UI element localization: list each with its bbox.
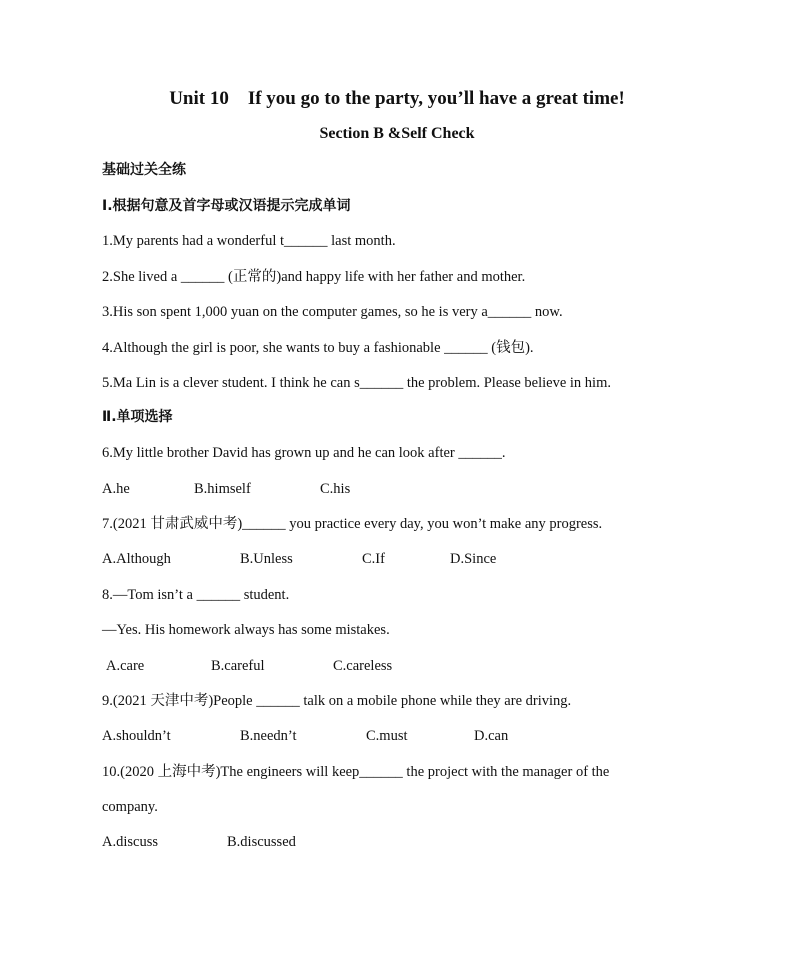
q8-option-b: B.careful: [211, 658, 265, 674]
question-2: 2.She lived a ______ (正常的)and happy life with her father and mother.: [102, 269, 526, 285]
question-9: 9.(2021 天津中考)People ______ talk on a mobile phone while they are driving.: [102, 693, 572, 709]
question-8-reply: —Yes. His homework always has some mistakes.: [102, 622, 390, 638]
section-label: 基础过关全练: [102, 162, 186, 178]
q7-option-b: B.Unless: [240, 551, 293, 567]
q9-option-b: B.needn’t: [240, 728, 297, 744]
part1-heading: Ⅰ.根据句意及首字母或汉语提示完成单词: [102, 198, 351, 214]
question-3: 3.His son spent 1,000 yuan on the computer games, so he is very a______ now.: [102, 304, 563, 320]
question-6: 6.My little brother David has grown up and he can look after ______.: [102, 445, 506, 461]
q10-option-a: A.discuss: [102, 834, 158, 850]
q8-option-c: C.careless: [333, 658, 393, 674]
q8-option-a: A.care: [106, 658, 145, 674]
part2-heading: Ⅱ.单项选择: [102, 409, 173, 425]
question-1: 1.My parents had a wonderful t______ last month.: [102, 233, 396, 249]
question-7: 7.(2021 甘肃武威中考)______ you practice every day, you won’t make any progress.: [102, 516, 603, 532]
question-5: 5.Ma Lin is a clever student. I think he can s______ the problem. Please believe in him.: [102, 375, 611, 391]
q9-option-d: D.can: [474, 728, 509, 744]
question-8: 8.—Tom isn’t a ______ student.: [102, 587, 290, 603]
q6-option-b: B.himself: [194, 481, 251, 497]
page-subtitle: Section B &Self Check: [319, 125, 475, 142]
q9-option-a: A.shouldn’t: [102, 728, 171, 744]
q6-option-a: A.he: [102, 481, 130, 497]
q7-option-d: D.Since: [450, 551, 497, 567]
q6-option-c: C.his: [320, 481, 351, 497]
page-title: Unit 10 If you go to the party, you’ll have a great time!: [169, 88, 625, 109]
question-10: 10.(2020 上海中考)The engineers will keep______ the project with the manager of the: [102, 764, 610, 780]
question-4: 4.Although the girl is poor, she wants to buy a fashionable ______ (钱包).: [102, 340, 534, 356]
q7-option-c: C.If: [362, 551, 385, 567]
q7-option-a: A.Although: [102, 551, 171, 567]
q9-option-c: C.must: [366, 728, 408, 744]
q10-option-b: B.discussed: [227, 834, 296, 850]
question-10-cont: company.: [102, 799, 158, 815]
